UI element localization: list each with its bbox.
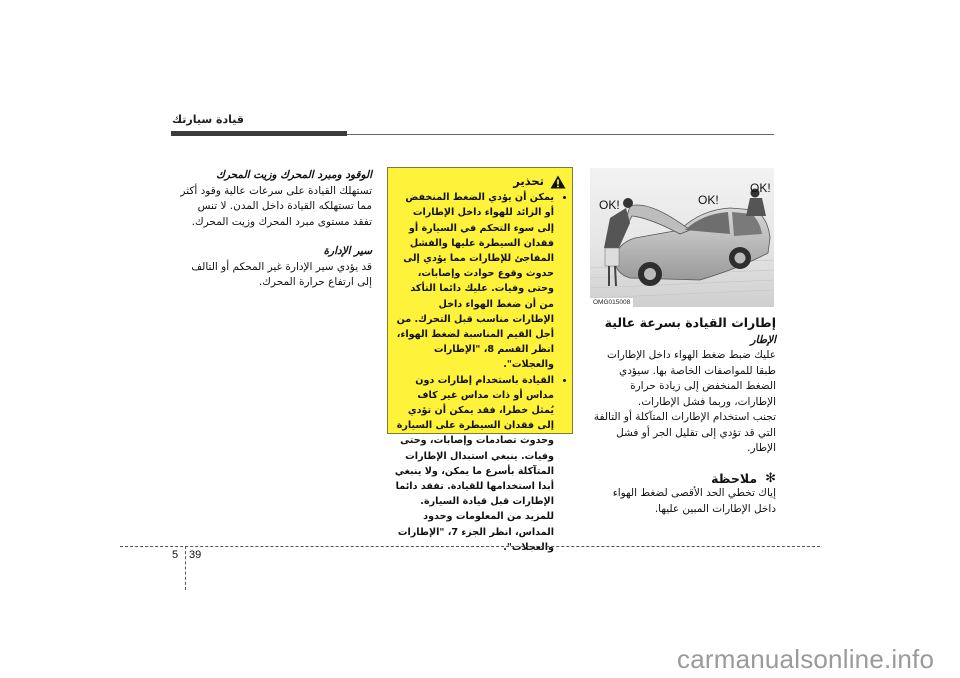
drive-belt-section (180, 244, 372, 291)
ok-label-center: OK! (698, 193, 719, 207)
warning-item: • القيادة باستخدام إطارات دون مداس أو ذات مداس غير كاف يُمثل خطرا، فقد يمكن أن تؤدي إلى فقدان السيطرة على السيارة وحدوث تصادمات وإصابات، وحتى وفيات. ينبغي استبدال الإطارات المتآكلة بأسرع ما يمكن، ولا ينبغي أبدا استخدامها للقيادة. تفقد دائما الإطارات قبل قيادة السيارة. للمزيد من المعلومات وحدود المداس، انظر الجزء 7، "الإطارات والعجلات". (394, 373, 554, 555)
section-heading: سير الإدارة (323, 245, 372, 257)
fuel-coolant-section (180, 168, 372, 230)
tire-paragraph: تجنب استخدام الإطارات المتآكلة أو التالفة التي قد تؤدي إلى تقليل الجر أو فشل الإطار. (593, 411, 776, 454)
watermark-text: carmanualsonline.info (677, 644, 935, 674)
note-text: إياك تخطي الحد الأقصى لضغط الهواء داخل الإطارات المبين عليها. (612, 487, 776, 515)
warning-list (394, 190, 566, 555)
section-text: تستهلك القيادة على سرعات عالية وقود أكثر مما تستهلكه القيادة داخل المدن. لا تنس تفقد مستوى مبرد المحرك وزيت المحرك. (180, 184, 372, 228)
right-column (588, 315, 776, 517)
section-heading: الوقود ومبرد المحرك وزيت المحرك (216, 169, 372, 181)
section-title: إطارات القيادة بسرعة عالية (604, 315, 776, 330)
tire-subheading: الإطار (750, 333, 776, 346)
ok-label-left: OK! (599, 198, 620, 212)
footer-divider-vertical (185, 546, 186, 590)
footer-divider-horizontal (120, 546, 820, 547)
car-illustration-icon (590, 168, 774, 307)
ok-label-right: OK! (750, 181, 771, 195)
header-rule-thin (347, 134, 774, 135)
running-header-title: قيادة سيارتك (172, 113, 244, 126)
warning-box (387, 167, 573, 553)
section-number: 5 (172, 549, 179, 561)
warning-title-row (394, 174, 566, 189)
warning-item: • يمكن أن يؤدي الضغط المنخفض أو الزائد للهواء داخل الإطارات إلى سوء التحكم في السيارة أو فقدان السيطرة عليها والفشل المفاجئ للإطارات مما يؤدي إلى حدوث وقوع حوادث وإصابات، وحتى وفيات. عليك دائما التأكد من أن ضغط الهواء داخل الإطارات مناسب قبل التحرك. من أجل القيم المناسبة لضغط الهواء، انظر القسم 8، "الإطارات والعجلات". (394, 190, 554, 372)
page-number: 39 (189, 549, 202, 561)
tire-paragraph: عليك ضبط ضغط الهواء داخل الإطارات طبقا للمواصفات الخاصة بها. سيؤدي الضغط المنخفض إلى زيادة حرارة الإطارات، وربما فشل الإطارات. (606, 349, 776, 408)
note-title: ملاحظة (711, 470, 758, 486)
figure-caption: OMG015008 (590, 298, 633, 307)
header-rule-thick (171, 131, 347, 136)
warning-triangle-icon (550, 175, 566, 189)
left-column (180, 168, 372, 305)
section-text: قد يؤدي سير الإدارة غير المحكم أو التالف إلى ارتفاع حرارة المحرك. (191, 260, 372, 288)
warning-title: تحذير (513, 174, 544, 188)
tire-check-illustration (590, 168, 774, 307)
asterisk-icon: ✻ (765, 470, 776, 486)
note-heading (588, 471, 776, 487)
